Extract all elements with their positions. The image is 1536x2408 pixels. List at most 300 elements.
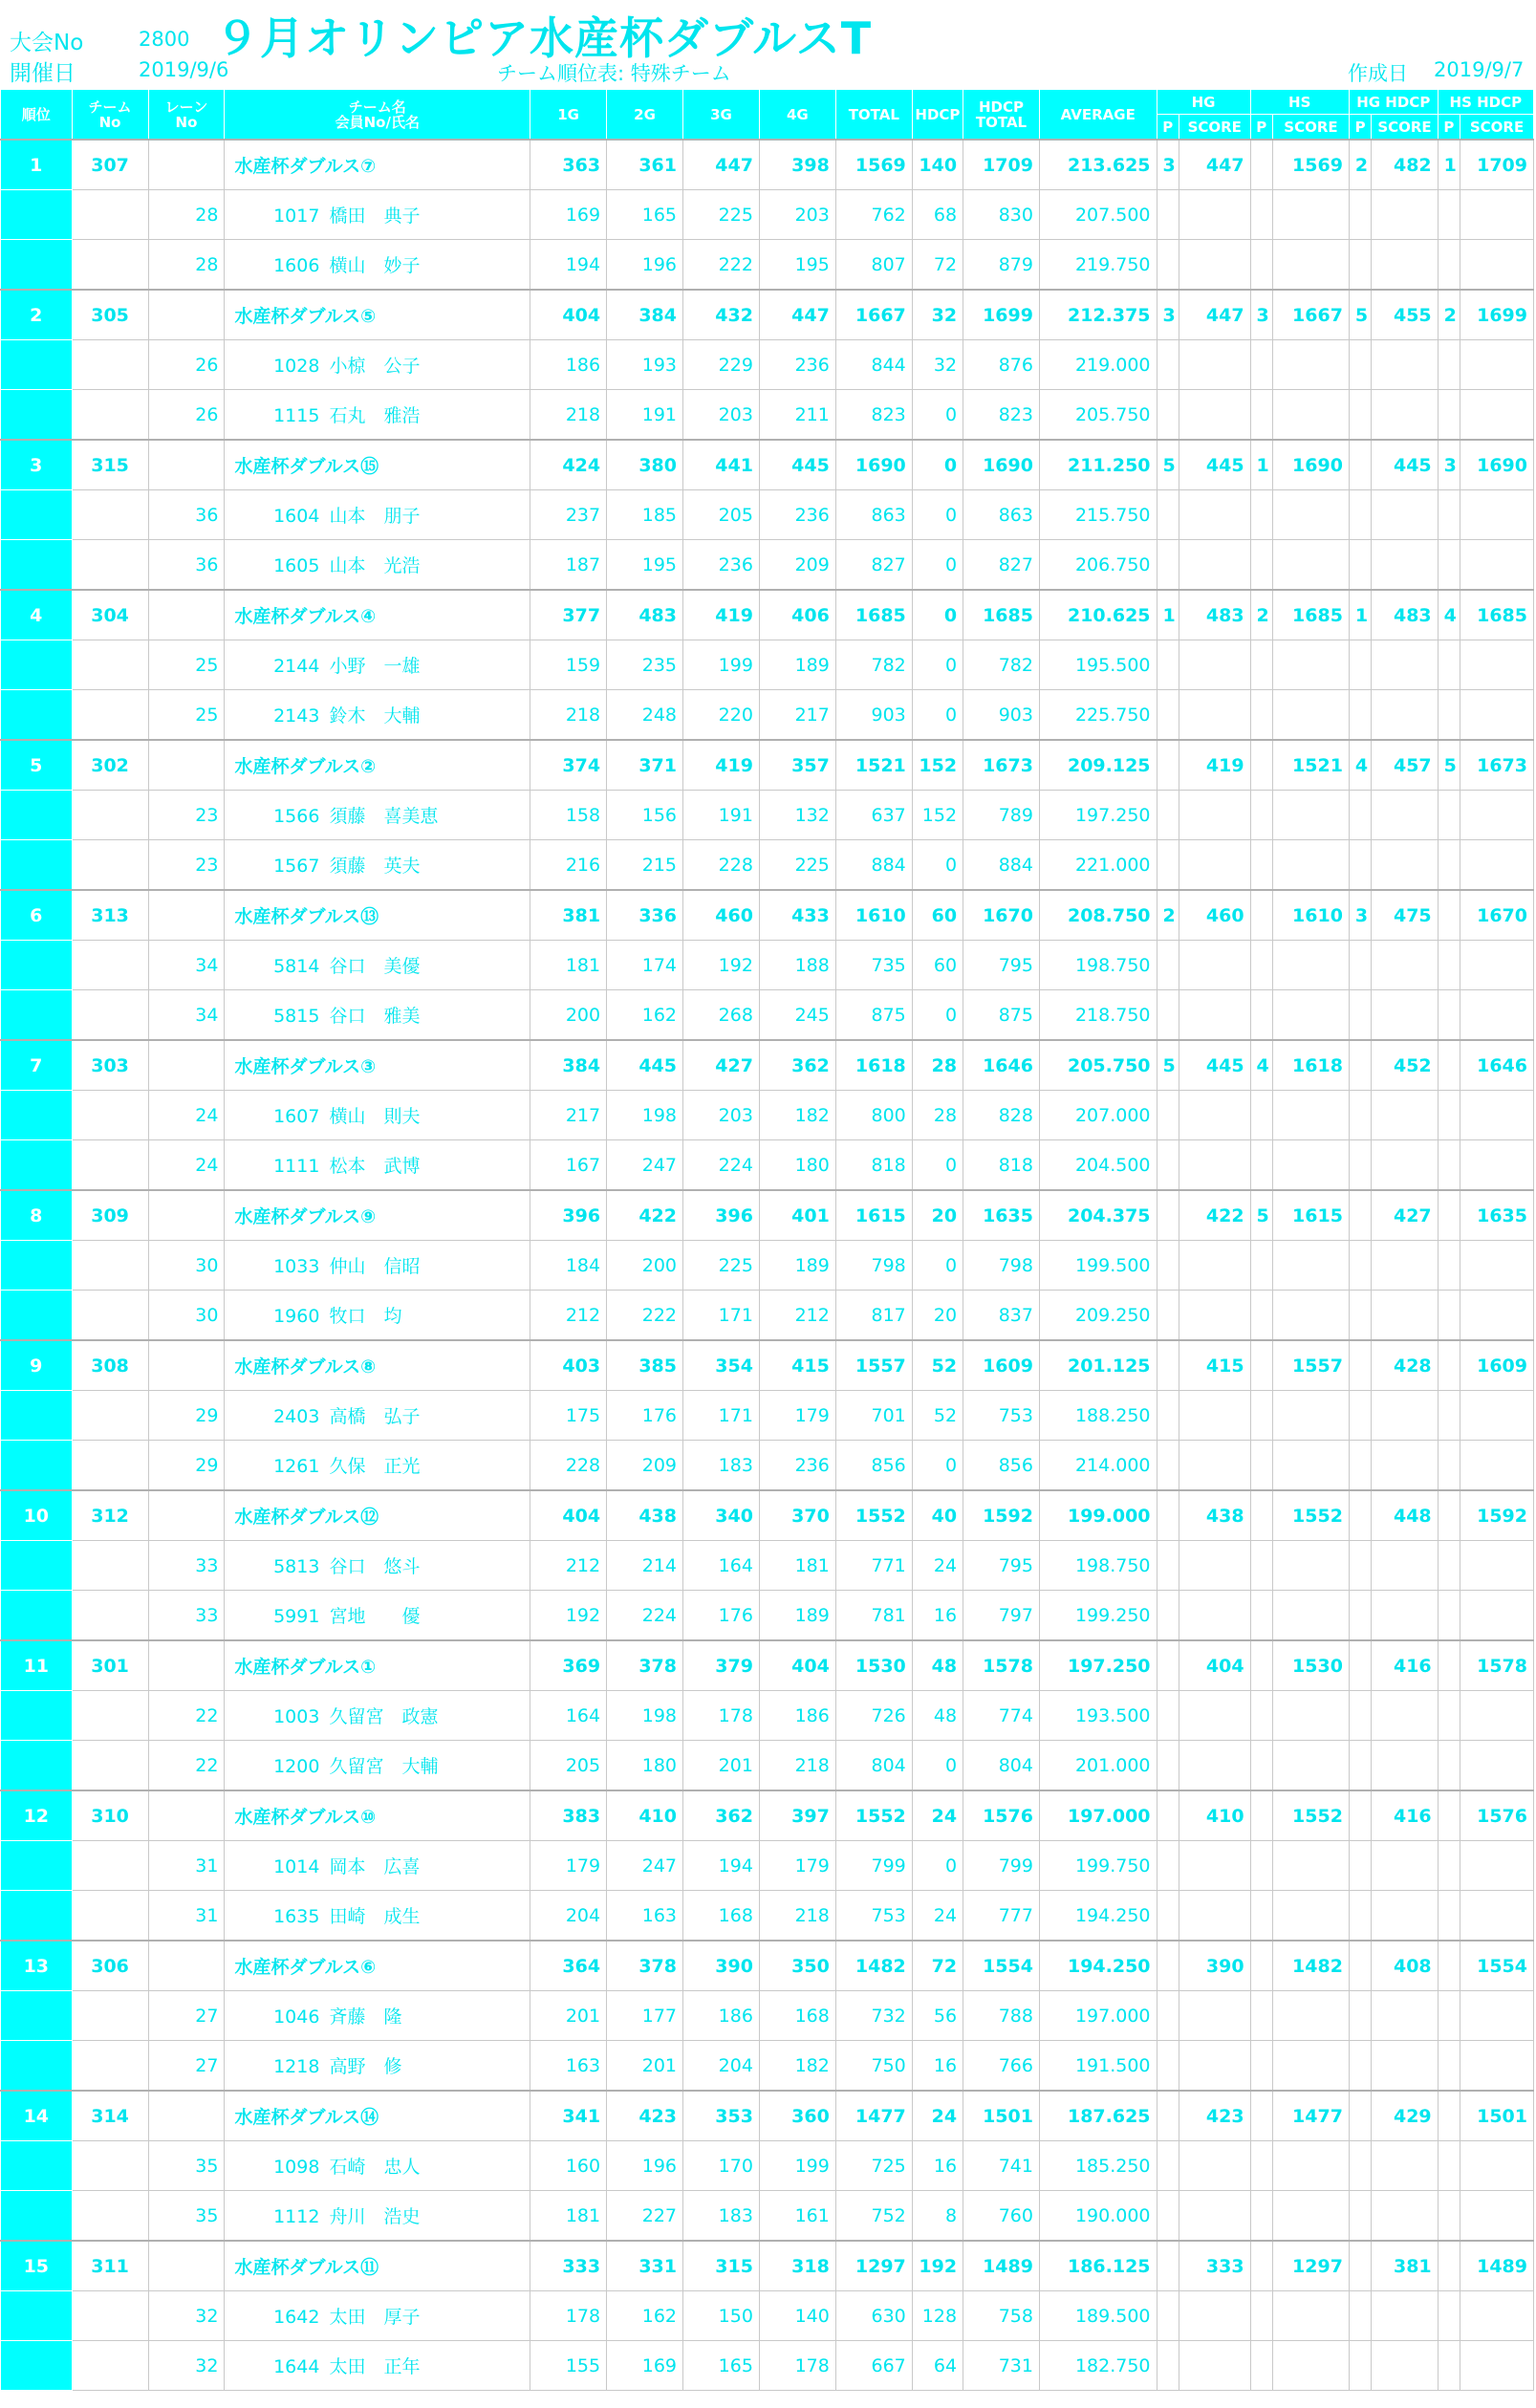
member-name-cell	[225, 1541, 530, 1591]
rank-cell	[1, 1891, 73, 1942]
empty-cell	[1438, 1991, 1460, 2041]
hs-hdcp-p-cell	[1438, 1490, 1460, 1541]
page-title: ９月オリンピア水産杯ダブルスT	[215, 12, 873, 64]
empty-cell	[1272, 190, 1349, 240]
game-3-cell: 183	[683, 1441, 760, 1491]
member-name-cell	[225, 690, 530, 741]
game-4-cell: 199	[759, 2141, 835, 2191]
empty-cell	[1272, 941, 1349, 990]
game-1-cell: 160	[530, 2141, 607, 2191]
game-2-cell: 235	[607, 640, 683, 690]
member-no: 1033	[273, 1256, 320, 1277]
member-no: 1606	[273, 255, 320, 276]
hdcp-total-cell: 879	[963, 240, 1040, 291]
member-name: 岡本 広喜	[329, 1856, 421, 1877]
empty-cell	[1157, 990, 1179, 1041]
team-no-cell: 305	[72, 290, 148, 340]
empty-cell	[1349, 1891, 1371, 1942]
hg-score-cell: 333	[1179, 2241, 1250, 2291]
total-cell: 1667	[835, 290, 912, 340]
empty-cell	[1460, 791, 1534, 840]
hg-hdcp-score-cell: 483	[1372, 590, 1438, 640]
game-2-cell: 156	[607, 791, 683, 840]
team-name-cell: 水産杯ダブルス⑦	[225, 140, 530, 190]
hg-p-cell: 1	[1157, 590, 1179, 640]
member-row	[1, 2191, 1534, 2242]
lane-cell: 23	[148, 791, 225, 840]
lane-cell	[148, 1340, 225, 1391]
game-3-cell: 165	[683, 2341, 760, 2391]
hdcp-cell: 24	[912, 1541, 963, 1591]
empty-cell	[1272, 840, 1349, 891]
empty-cell	[1460, 1841, 1534, 1891]
member-no: 1642	[273, 2307, 320, 2328]
team-row	[1, 1640, 1534, 1691]
empty-cell	[1372, 640, 1438, 690]
empty-cell	[1250, 2291, 1272, 2341]
empty-cell	[1272, 1991, 1349, 2041]
empty-cell	[1349, 2291, 1371, 2341]
col-hgh-score: SCORE	[1372, 115, 1438, 141]
hs-p-cell	[1250, 140, 1272, 190]
empty-cell	[1372, 390, 1438, 441]
lane-cell	[148, 1790, 225, 1841]
team-row	[1, 590, 1534, 640]
hdcp-total-cell: 830	[963, 190, 1040, 240]
empty-cell	[1438, 240, 1460, 291]
game-4-cell: 161	[759, 2191, 835, 2242]
member-row	[1, 1541, 1534, 1591]
game-2-cell: 174	[607, 941, 683, 990]
empty-cell	[1438, 1541, 1460, 1591]
empty-cell	[1372, 941, 1438, 990]
empty-cell	[1372, 2141, 1438, 2191]
game-2-cell: 331	[607, 2241, 683, 2291]
empty-cell	[1157, 1140, 1179, 1191]
hdcp-total-cell: 753	[963, 1391, 1040, 1441]
average-cell: 206.750	[1039, 540, 1157, 591]
average-cell: 199.000	[1039, 1490, 1157, 1541]
empty-cell	[1157, 1291, 1179, 1341]
hs-p-cell	[1250, 1640, 1272, 1691]
game-1-cell: 178	[530, 2291, 607, 2341]
game-4-cell: 318	[759, 2241, 835, 2291]
game-1-cell: 369	[530, 1640, 607, 1691]
hdcp-total-cell: 828	[963, 1091, 1040, 1140]
empty-cell	[1349, 1391, 1371, 1441]
hdcp-cell: 48	[912, 1640, 963, 1691]
game-4-cell: 168	[759, 1991, 835, 2041]
hs-hdcp-score-cell: 1685	[1460, 590, 1534, 640]
lane-cell: 36	[148, 490, 225, 540]
hg-hdcp-score-cell: 452	[1372, 1040, 1438, 1091]
member-name-cell	[225, 340, 530, 390]
empty-cell	[1179, 640, 1250, 690]
empty-cell	[1372, 190, 1438, 240]
empty-cell	[1250, 1541, 1272, 1591]
lane-cell: 30	[148, 1291, 225, 1341]
empty-cell	[1438, 2191, 1460, 2242]
empty-cell	[1179, 1241, 1250, 1291]
game-2-cell: 165	[607, 190, 683, 240]
team-row	[1, 740, 1534, 791]
empty-cell	[1157, 1991, 1179, 2041]
hdcp-cell: 152	[912, 791, 963, 840]
lane-cell: 34	[148, 990, 225, 1041]
empty-cell	[1460, 690, 1534, 741]
total-cell: 726	[835, 1691, 912, 1741]
game-1-cell: 363	[530, 140, 607, 190]
team-no-cell	[72, 340, 148, 390]
member-name: 山本 朋子	[329, 506, 421, 527]
empty-cell	[1272, 1291, 1349, 1341]
empty-cell	[1349, 941, 1371, 990]
hdcp-cell: 56	[912, 1991, 963, 2041]
hg-p-cell	[1157, 1941, 1179, 1991]
rank-cell: 5	[1, 740, 73, 791]
hdcp-total-cell: 1489	[963, 2241, 1040, 2291]
member-name: 石崎 忠人	[329, 2157, 421, 2178]
hs-score-cell: 1552	[1272, 1490, 1349, 1541]
game-3-cell: 203	[683, 390, 760, 441]
rank-cell: 14	[1, 2091, 73, 2141]
empty-cell	[1349, 340, 1371, 390]
total-cell: 798	[835, 1241, 912, 1291]
empty-cell	[1272, 2291, 1349, 2341]
game-1-cell: 186	[530, 340, 607, 390]
game-1-cell: 377	[530, 590, 607, 640]
empty-cell	[1157, 490, 1179, 540]
game-2-cell: 191	[607, 390, 683, 441]
hg-hdcp-p-cell	[1349, 1340, 1371, 1391]
hdcp-cell: 0	[912, 390, 963, 441]
member-name: 谷口 雅美	[329, 1006, 421, 1027]
game-3-cell: 354	[683, 1340, 760, 1391]
hg-p-cell	[1157, 740, 1179, 791]
hg-score-cell: 419	[1179, 740, 1250, 791]
empty-cell	[1272, 1741, 1349, 1791]
rank-cell	[1, 1140, 73, 1191]
member-name-cell	[225, 840, 530, 891]
game-2-cell: 200	[607, 1241, 683, 1291]
hg-hdcp-p-cell: 5	[1349, 290, 1371, 340]
average-cell: 225.750	[1039, 690, 1157, 741]
member-name: 横山 妙子	[329, 255, 421, 276]
hs-hdcp-score-cell: 1690	[1460, 440, 1534, 490]
member-name-cell	[225, 1140, 530, 1191]
rank-cell	[1, 1241, 73, 1291]
total-cell: 725	[835, 2141, 912, 2191]
total-cell: 1552	[835, 1490, 912, 1541]
team-no-cell: 312	[72, 1490, 148, 1541]
hdcp-cell: 16	[912, 2041, 963, 2092]
hg-p-cell: 5	[1157, 1040, 1179, 1091]
empty-cell	[1250, 540, 1272, 591]
hs-score-cell: 1477	[1272, 2091, 1349, 2141]
empty-cell	[1157, 1741, 1179, 1791]
hg-score-cell: 423	[1179, 2091, 1250, 2141]
empty-cell	[1438, 2291, 1460, 2341]
empty-cell	[1372, 2341, 1438, 2391]
game-1-cell: 403	[530, 1340, 607, 1391]
team-no-cell: 314	[72, 2091, 148, 2141]
game-4-cell: 209	[759, 540, 835, 591]
empty-cell	[1157, 1391, 1179, 1441]
empty-cell	[1438, 941, 1460, 990]
team-name-cell: 水産杯ダブルス⑫	[225, 1490, 530, 1541]
hdcp-total-cell: 1690	[963, 440, 1040, 490]
member-name: 須藤 英夫	[329, 856, 421, 877]
col-2g: 2G	[607, 90, 683, 141]
team-no-cell	[72, 2291, 148, 2341]
member-name: 松本 武博	[329, 1156, 421, 1177]
total-cell: 1530	[835, 1640, 912, 1691]
team-no-cell	[72, 1391, 148, 1441]
lane-cell	[148, 1941, 225, 1991]
empty-cell	[1272, 390, 1349, 441]
member-no: 1014	[273, 1856, 320, 1877]
hg-hdcp-p-cell	[1349, 440, 1371, 490]
hs-hdcp-p-cell	[1438, 2091, 1460, 2141]
hdcp-total-cell: 863	[963, 490, 1040, 540]
empty-cell	[1349, 490, 1371, 540]
empty-cell	[1460, 1691, 1534, 1741]
empty-cell	[1460, 240, 1534, 291]
lane-cell	[148, 1640, 225, 1691]
member-name-cell	[225, 1991, 530, 2041]
average-cell: 186.125	[1039, 2241, 1157, 2291]
member-name-cell	[225, 2041, 530, 2092]
hg-p-cell	[1157, 1640, 1179, 1691]
team-name-cell: 水産杯ダブルス⑭	[225, 2091, 530, 2141]
hdcp-total-cell: 782	[963, 640, 1040, 690]
member-name-cell	[225, 390, 530, 441]
team-no-cell	[72, 690, 148, 741]
hs-p-cell: 3	[1250, 290, 1272, 340]
empty-cell	[1349, 840, 1371, 891]
game-2-cell: 177	[607, 1991, 683, 2041]
member-name-cell	[225, 941, 530, 990]
hdcp-cell: 52	[912, 1340, 963, 1391]
game-4-cell: 195	[759, 240, 835, 291]
member-name: 谷口 美優	[329, 956, 421, 977]
game-2-cell: 378	[607, 1640, 683, 1691]
hdcp-cell: 128	[912, 2291, 963, 2341]
member-no: 1607	[273, 1106, 320, 1127]
average-cell: 213.625	[1039, 140, 1157, 190]
empty-cell	[1157, 1091, 1179, 1140]
empty-cell	[1179, 2341, 1250, 2391]
empty-cell	[1372, 1291, 1438, 1341]
member-row	[1, 2291, 1534, 2341]
total-cell: 884	[835, 840, 912, 891]
game-4-cell: 182	[759, 1091, 835, 1140]
empty-cell	[1157, 640, 1179, 690]
hdcp-cell: 8	[912, 2191, 963, 2242]
game-3-cell: 222	[683, 240, 760, 291]
member-name-cell	[225, 1391, 530, 1441]
empty-cell	[1438, 1891, 1460, 1942]
empty-cell	[1438, 390, 1460, 441]
hg-hdcp-p-cell: 3	[1349, 890, 1371, 941]
empty-cell	[1157, 1541, 1179, 1591]
game-2-cell: 361	[607, 140, 683, 190]
member-no: 1200	[273, 1756, 320, 1777]
lane-cell: 35	[148, 2191, 225, 2242]
hdcp-total-cell: 818	[963, 1140, 1040, 1191]
team-no-cell	[72, 840, 148, 891]
game-2-cell: 180	[607, 1741, 683, 1791]
game-1-cell: 396	[530, 1190, 607, 1241]
team-no-cell	[72, 2191, 148, 2242]
empty-cell	[1157, 2291, 1179, 2341]
hdcp-total-cell: 795	[963, 941, 1040, 990]
member-no: 1112	[273, 2206, 320, 2227]
member-name-cell	[225, 2341, 530, 2391]
empty-cell	[1438, 1091, 1460, 1140]
hg-score-cell: 447	[1179, 140, 1250, 190]
game-2-cell: 438	[607, 1490, 683, 1541]
empty-cell	[1438, 1741, 1460, 1791]
hg-hdcp-p-cell	[1349, 1640, 1371, 1691]
hg-score-cell: 447	[1179, 290, 1250, 340]
empty-cell	[1157, 2341, 1179, 2391]
rank-cell: 7	[1, 1040, 73, 1091]
empty-cell	[1250, 1991, 1272, 2041]
game-2-cell: 163	[607, 1891, 683, 1942]
lane-cell: 32	[148, 2341, 225, 2391]
hg-hdcp-score-cell: 428	[1372, 1340, 1438, 1391]
lane-cell: 22	[148, 1691, 225, 1741]
game-3-cell: 170	[683, 2141, 760, 2191]
empty-cell	[1250, 340, 1272, 390]
hdcp-cell: 24	[912, 1891, 963, 1942]
game-4-cell: 397	[759, 1790, 835, 1841]
member-name: 須藤 喜美恵	[329, 806, 439, 827]
empty-cell	[1250, 490, 1272, 540]
empty-cell	[1460, 1541, 1534, 1591]
member-row	[1, 540, 1534, 591]
game-2-cell: 378	[607, 1941, 683, 1991]
game-1-cell: 218	[530, 390, 607, 441]
team-name-cell: 水産杯ダブルス⑧	[225, 1340, 530, 1391]
hs-score-cell: 1530	[1272, 1640, 1349, 1691]
game-4-cell: 181	[759, 1541, 835, 1591]
game-3-cell: 441	[683, 440, 760, 490]
hs-hdcp-score-cell: 1578	[1460, 1640, 1534, 1691]
game-3-cell: 183	[683, 2191, 760, 2242]
average-cell: 182.750	[1039, 2341, 1157, 2391]
empty-cell	[1460, 1241, 1534, 1291]
empty-cell	[1179, 240, 1250, 291]
member-name: 太田 正年	[329, 2356, 421, 2377]
member-no: 1046	[273, 2007, 320, 2028]
lane-cell	[148, 2241, 225, 2291]
empty-cell	[1460, 941, 1534, 990]
empty-cell	[1179, 390, 1250, 441]
empty-cell	[1250, 1241, 1272, 1291]
total-cell: 1610	[835, 890, 912, 941]
average-cell: 214.000	[1039, 1441, 1157, 1491]
game-3-cell: 171	[683, 1391, 760, 1441]
team-no-cell	[72, 1291, 148, 1341]
hs-hdcp-score-cell: 1609	[1460, 1340, 1534, 1391]
member-name-cell	[225, 490, 530, 540]
team-row	[1, 1040, 1534, 1091]
member-row	[1, 1140, 1534, 1191]
empty-cell	[1179, 2191, 1250, 2242]
member-name-cell	[225, 1891, 530, 1942]
total-cell: 1618	[835, 1040, 912, 1091]
member-name-cell	[225, 791, 530, 840]
empty-cell	[1179, 2291, 1250, 2341]
average-cell: 199.500	[1039, 1241, 1157, 1291]
hs-hdcp-score-cell: 1709	[1460, 140, 1534, 190]
game-2-cell: 198	[607, 1691, 683, 1741]
empty-cell	[1272, 791, 1349, 840]
hdcp-total-cell: 774	[963, 1691, 1040, 1741]
created-date-label: 作成日	[1348, 62, 1408, 85]
lane-cell	[148, 740, 225, 791]
empty-cell	[1250, 1291, 1272, 1341]
lane-cell: 35	[148, 2141, 225, 2191]
empty-cell	[1372, 1441, 1438, 1491]
empty-cell	[1157, 540, 1179, 591]
member-row	[1, 340, 1534, 390]
team-no-cell	[72, 640, 148, 690]
hs-hdcp-p-cell: 5	[1438, 740, 1460, 791]
game-1-cell: 158	[530, 791, 607, 840]
empty-cell	[1179, 1841, 1250, 1891]
hdcp-cell: 28	[912, 1091, 963, 1140]
game-3-cell: 419	[683, 590, 760, 640]
empty-cell	[1372, 1891, 1438, 1942]
lane-cell	[148, 2091, 225, 2141]
average-cell: 219.750	[1039, 240, 1157, 291]
hdcp-total-cell: 823	[963, 390, 1040, 441]
game-3-cell: 220	[683, 690, 760, 741]
empty-cell	[1438, 640, 1460, 690]
total-cell: 750	[835, 2041, 912, 2092]
team-no-cell: 302	[72, 740, 148, 791]
hdcp-total-cell: 827	[963, 540, 1040, 591]
empty-cell	[1460, 190, 1534, 240]
rank-cell	[1, 941, 73, 990]
hdcp-total-cell: 1699	[963, 290, 1040, 340]
member-name-cell	[225, 2141, 530, 2191]
hg-hdcp-score-cell: 455	[1372, 290, 1438, 340]
member-row	[1, 941, 1534, 990]
game-1-cell: 192	[530, 1591, 607, 1641]
hg-score-cell: 390	[1179, 1941, 1250, 1991]
empty-cell	[1349, 2191, 1371, 2242]
total-cell: 856	[835, 1441, 912, 1491]
hg-score-cell: 445	[1179, 440, 1250, 490]
team-name-cell: 水産杯ダブルス⑬	[225, 890, 530, 941]
hs-hdcp-p-cell	[1438, 1190, 1460, 1241]
hs-p-cell: 2	[1250, 590, 1272, 640]
member-row	[1, 1741, 1534, 1791]
lane-cell: 27	[148, 1991, 225, 2041]
lane-cell: 34	[148, 941, 225, 990]
empty-cell	[1179, 540, 1250, 591]
game-2-cell: 380	[607, 440, 683, 490]
lane-cell: 31	[148, 1841, 225, 1891]
empty-cell	[1349, 2141, 1371, 2191]
game-1-cell: 404	[530, 1490, 607, 1541]
average-cell: 198.750	[1039, 941, 1157, 990]
empty-cell	[1272, 1591, 1349, 1641]
